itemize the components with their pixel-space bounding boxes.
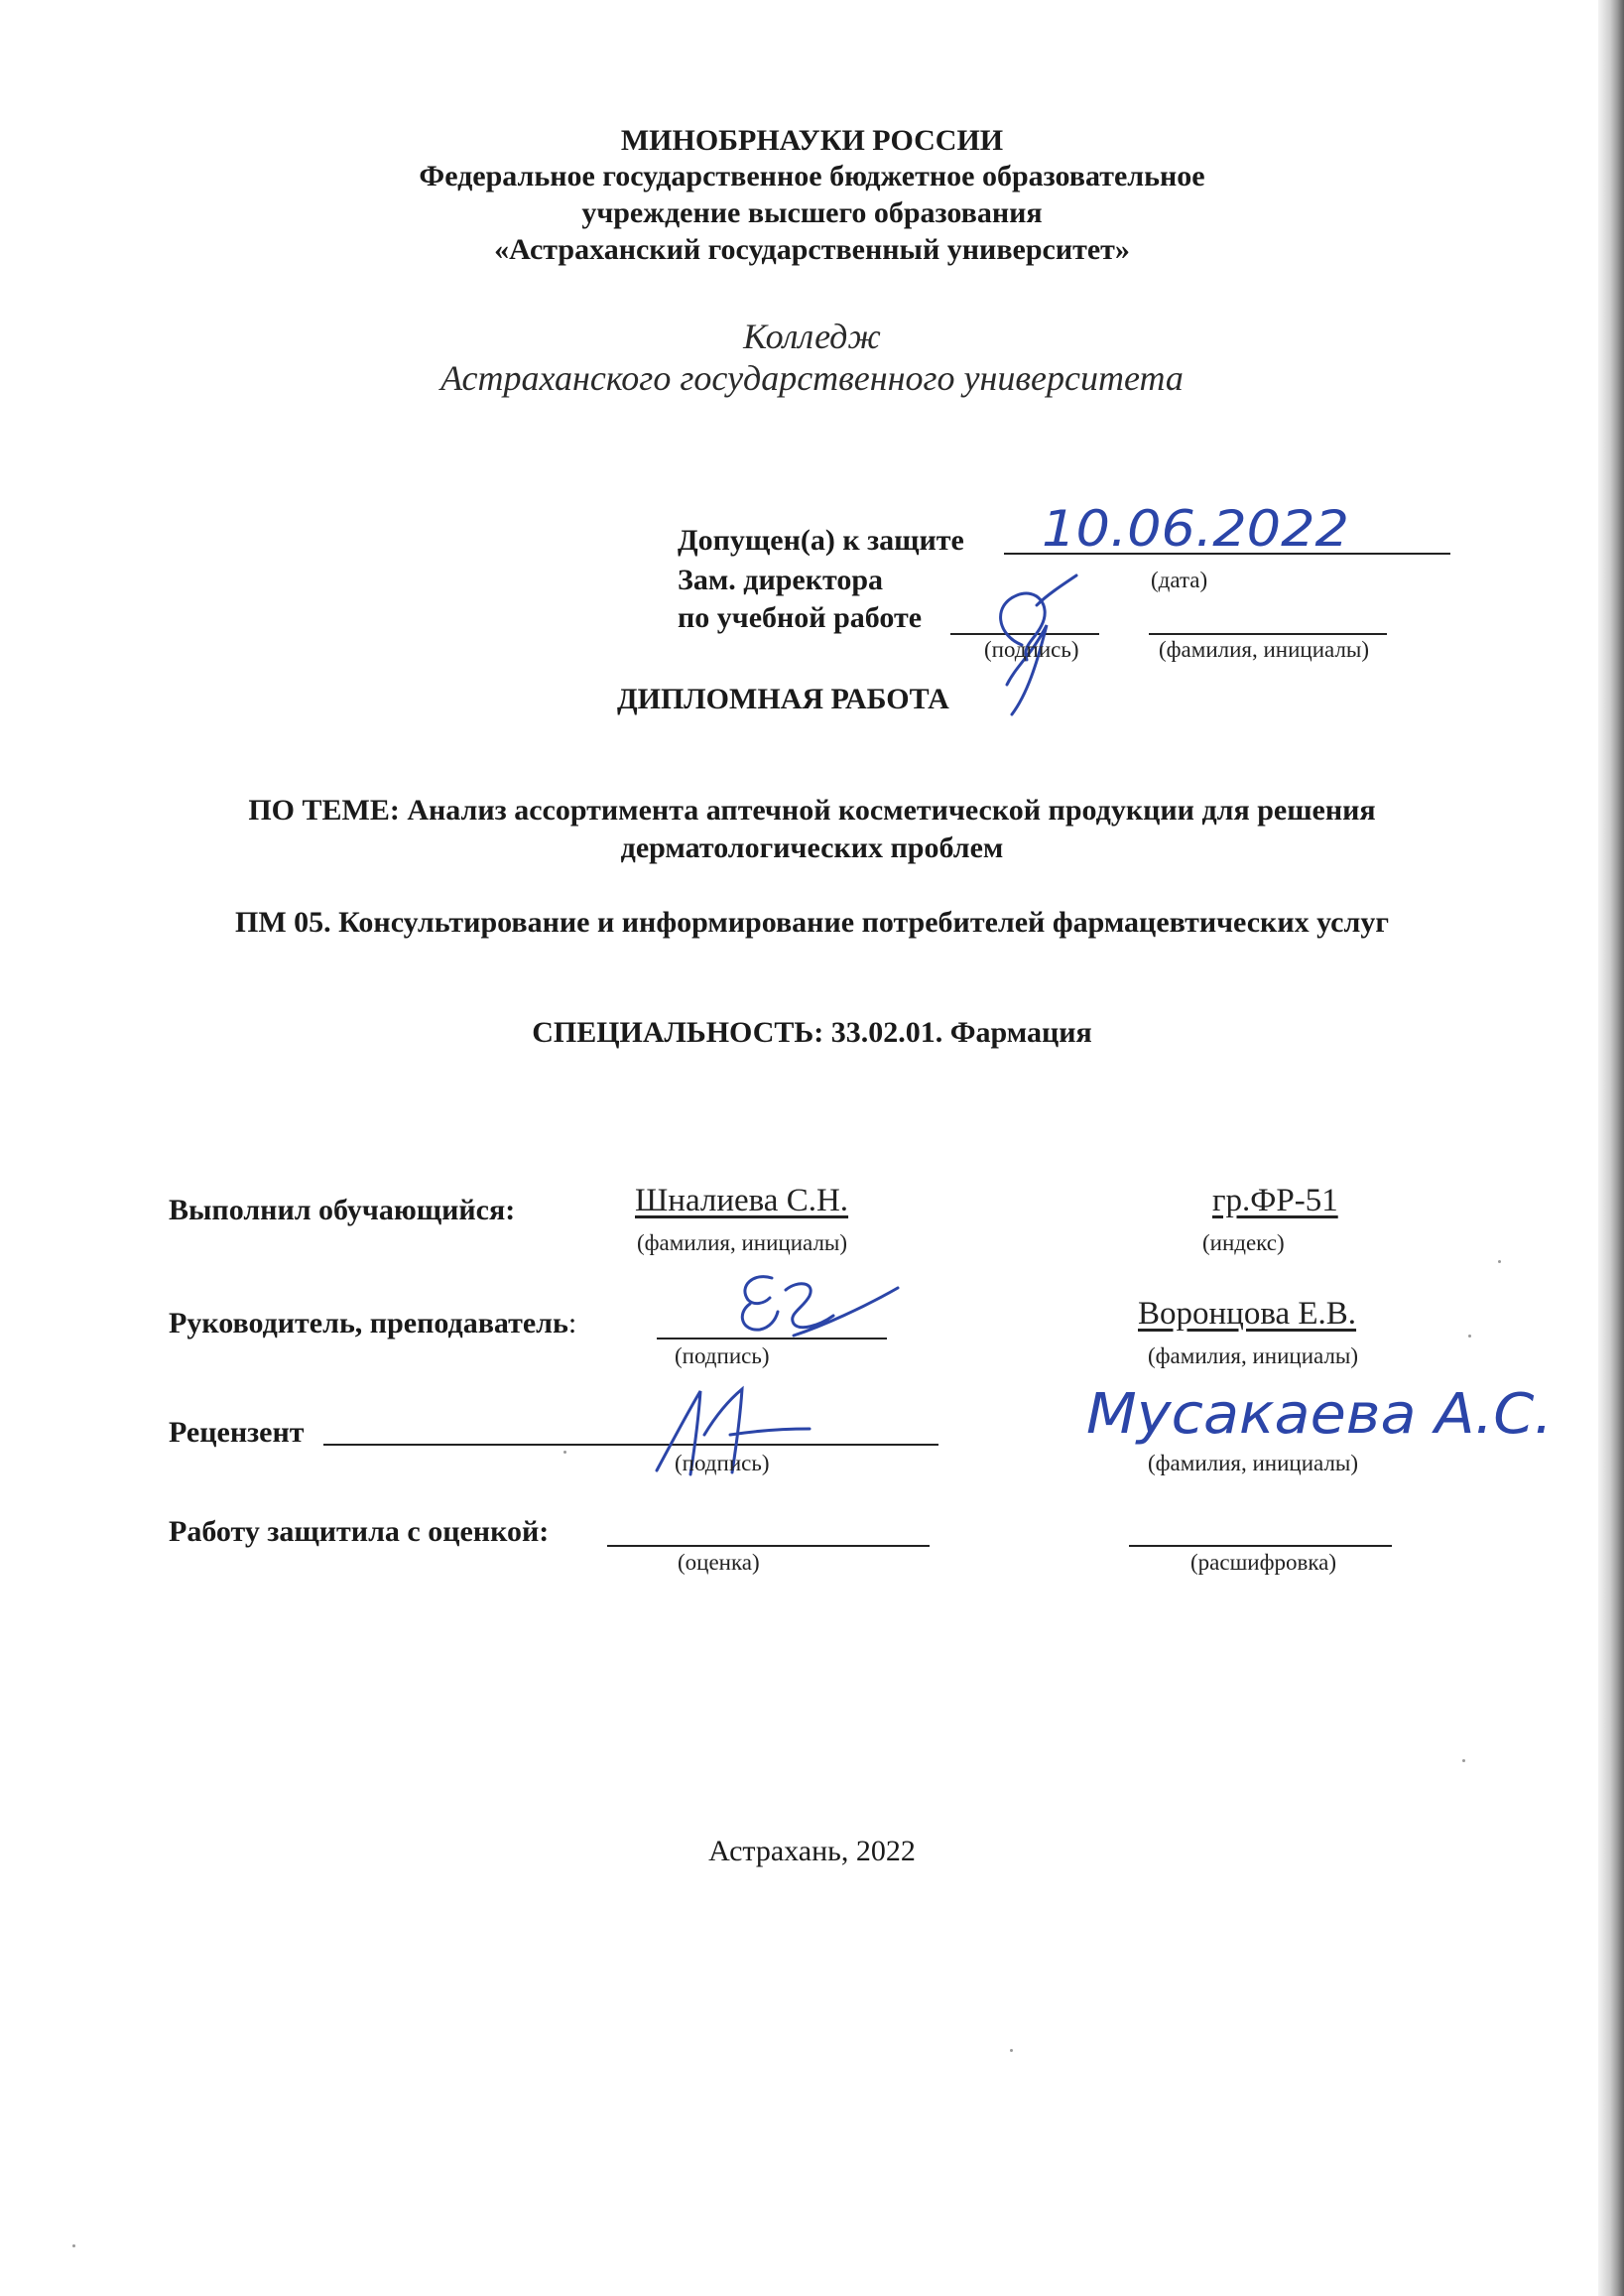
institution-line-2: учреждение высшего образования [581,196,1043,229]
scan-speck [1498,1260,1501,1263]
student-group: гр.ФР-51 [1212,1183,1338,1218]
college-line-1: Колледж [743,317,881,356]
defense-label: Работу защитила с оценкой: [169,1515,550,1548]
scan-speck [72,2244,75,2247]
supervisor-name-caption: (фамилия, инициалы) [1148,1343,1359,1368]
deputy-label-1: Зам. директора [678,564,884,596]
supervisor-name: Воронцова Е.В. [1138,1296,1357,1332]
scan-speck [1468,1335,1471,1338]
scan-speck [1010,2049,1013,2052]
supervisor-label-text: Руководитель, преподаватель [169,1307,568,1339]
college-line-2: Астраханского государственного университета [440,358,1184,398]
ministry-line: МИНОБРНАУКИ РОССИИ [620,124,1004,157]
defense-grade-caption: (оценка) [678,1550,760,1575]
student-group-caption: (индекс) [1202,1230,1285,1255]
reviewer-signature-caption: (подпись) [675,1451,770,1475]
deputy-signature-caption: (подпись) [984,637,1079,662]
reviewer-label: Рецензент [169,1416,305,1449]
date-caption: (дата) [1151,568,1208,592]
supervisor-label-colon: : [567,1307,577,1339]
deputy-label-2: по учебной работе [678,601,923,634]
supervisor-label [169,1307,576,1340]
defense-grade-line [607,1545,930,1547]
scan-speck [1462,1759,1465,1762]
institution-line-1: Федеральное государственное бюджетное образовательное [419,160,1205,192]
city-year: Астрахань, 2022 [708,1835,916,1867]
reviewer-signature-line [323,1444,938,1446]
university-name: «Астраханский государственный университет» [494,233,1130,266]
reviewer-name-handwriting [1081,1361,1577,1456]
module-line: ПМ 05. Консультирование и информирование потребителей фармацевтических услуг [235,906,1389,939]
reviewer-name-handwritten-text: Мусакаева А.С. [1086,1382,1553,1447]
defense-decoding-caption: (расшифровка) [1190,1550,1337,1575]
topic-line-2: дерматологических проблем [620,831,1004,864]
scan-speck [563,1451,566,1454]
topic-line-1: ПО ТЕМЕ: Анализ ассортимента аптечной косметической продукции для решения [248,794,1376,827]
specialty-line: СПЕЦИАЛЬНОСТЬ: 33.02.01. Фармация [532,1016,1092,1049]
deputy-name-caption: (фамилия, инициалы) [1159,637,1370,662]
date-handwritten-text: 10.06.2022 [1042,500,1349,558]
student-name-caption: (фамилия, инициалы) [637,1230,848,1255]
admitted-label: Допущен(а) к защите [678,524,964,557]
supervisor-signature [724,1260,903,1354]
reviewer-name-caption: (фамилия, инициалы) [1148,1451,1359,1475]
work-type-title: ДИПЛОМНАЯ РАБОТА [617,683,949,715]
student-name: Шналиева С.Н. [635,1183,849,1218]
student-label: Выполнил обучающийся: [169,1194,516,1226]
defense-decoding-line [1129,1545,1392,1547]
deputy-name-line [1149,633,1387,635]
supervisor-signature-caption: (подпись) [675,1343,770,1368]
date-handwriting [1032,486,1359,566]
